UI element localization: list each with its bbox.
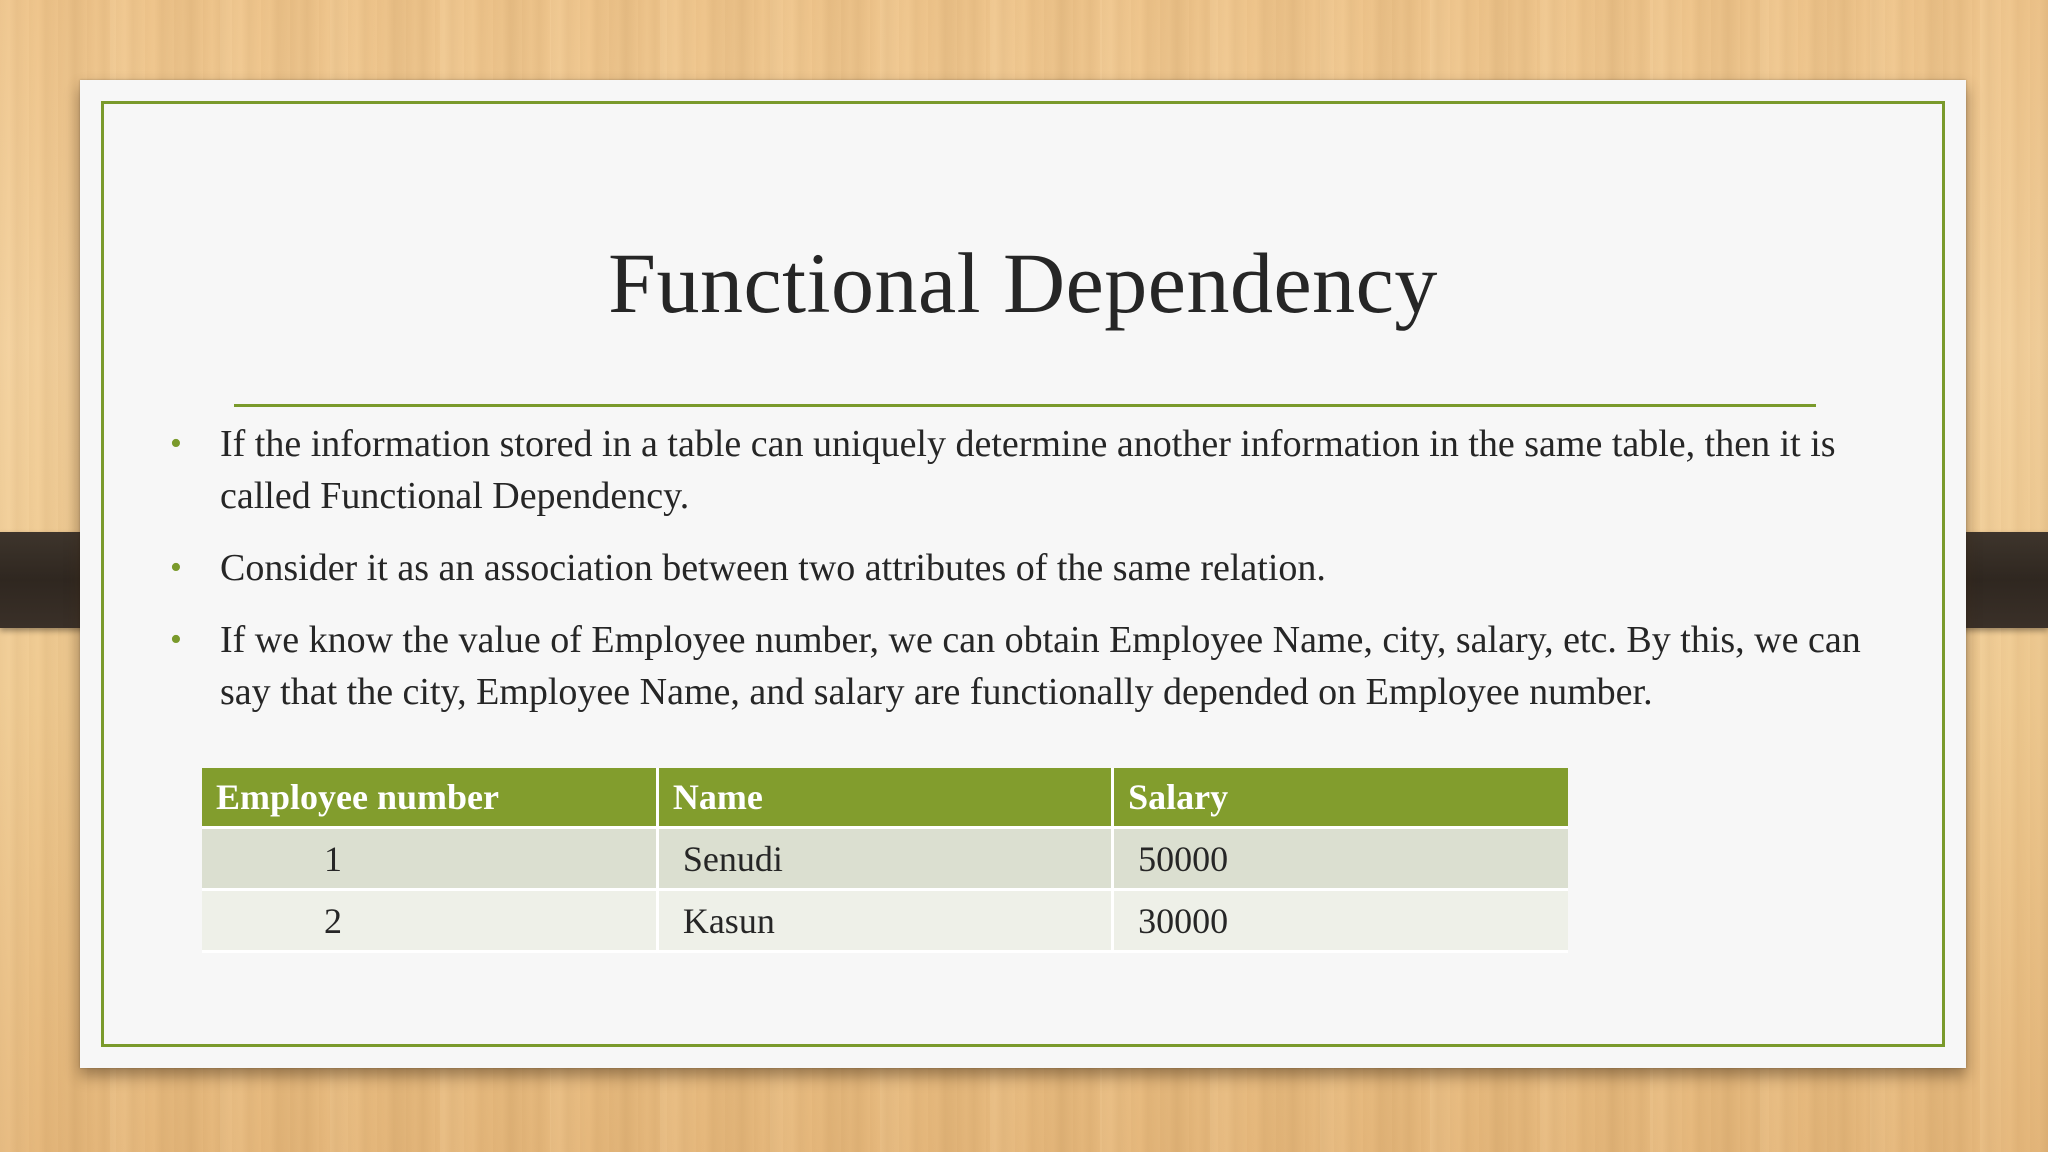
bullet-text: Consider it as an association between two attributes of the same relation. — [220, 547, 1326, 589]
bullet-text: If the information stored in a table can uniquely determine another information in the same table, then it is called Functional Dependency. — [220, 423, 1836, 517]
bullet-icon: • — [170, 425, 182, 462]
bullet-item — [170, 614, 1890, 718]
bullet-icon: • — [170, 549, 182, 586]
cell-salary: 30000 — [1113, 890, 1568, 952]
employee-table — [202, 768, 1568, 953]
cell-name: Kasun — [657, 890, 1112, 952]
bullet-icon: • — [170, 621, 182, 658]
cell-name: Senudi — [657, 828, 1112, 890]
table-header-row — [202, 768, 1568, 828]
bullet-list — [170, 418, 1890, 738]
bullet-item — [170, 542, 1890, 594]
slide-title: Functional Dependency — [608, 235, 1438, 331]
bullet-item — [170, 418, 1890, 522]
cell-salary: 50000 — [1113, 828, 1568, 890]
slide — [80, 80, 1966, 1068]
header-name: Name — [657, 768, 1112, 828]
header-salary: Salary — [1113, 768, 1568, 828]
table-row — [202, 890, 1568, 952]
table-row — [202, 828, 1568, 890]
bullet-text: If we know the value of Employee number, we can obtain Employee Name, city, salary, etc. By this, we can say that the city, Employee Name, and salary are functionally depended on Employee number. — [220, 619, 1861, 713]
header-employee-number: Employee number — [202, 768, 657, 828]
title-divider — [234, 404, 1816, 407]
cell-employee-number: 2 — [202, 890, 657, 952]
cell-employee-number: 1 — [202, 828, 657, 890]
